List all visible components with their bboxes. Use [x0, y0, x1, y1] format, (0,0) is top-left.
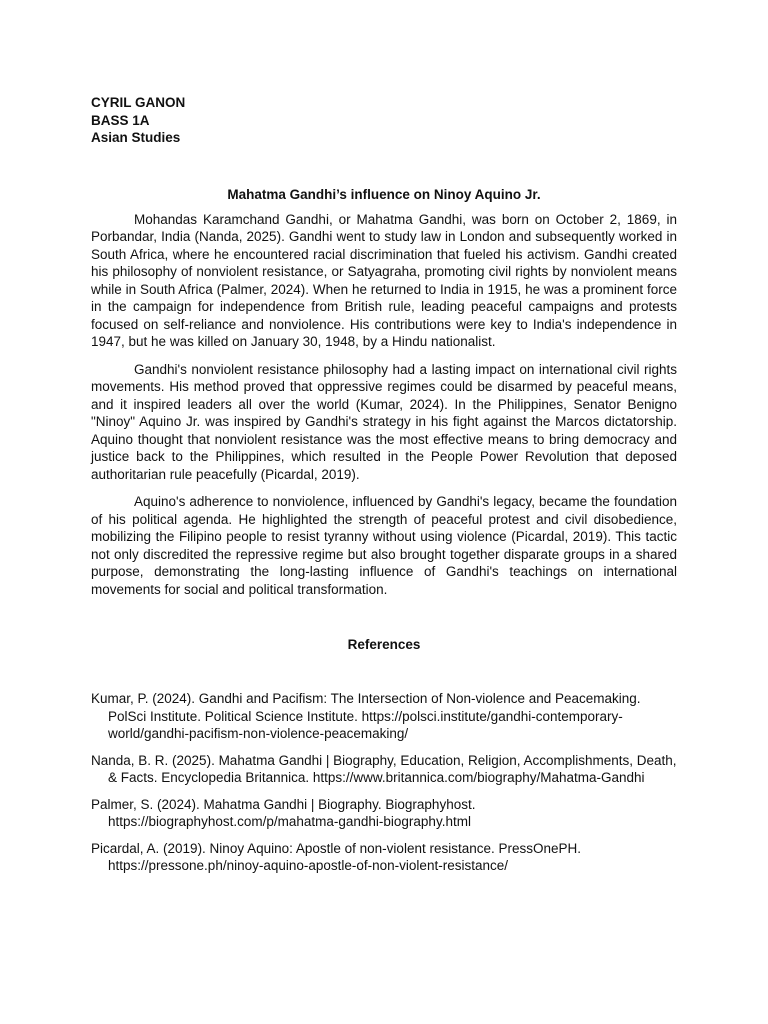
body-paragraph: Mohandas Karamchand Gandhi, or Mahatma Gandhi, was born on October 2, 1869, in Porbandar, India (Nanda, 2025). Gandhi went to study law in London and subsequently worked in South Africa, where he encountered racial discrimination that fueled his activism. Gandhi created his philosophy of nonviolent resistance, or Satyagraha, promoting civil rights by nonviolent means while in South Africa (Palmer, 2024). When he returned to India in 1915, he was a prominent force in the campaign for independence from British rule, leading peaceful campaigns and protests focused on self-reliance and nonviolence. His contributions were key to India's independence in 1947, but he was killed on January 30, 1948, by a Hindu nationalist.	[91, 211, 677, 349]
body-paragraph: Aquino's adherence to nonviolence, influenced by Gandhi's legacy, became the foundation of his political agenda. He highlighted the strength of peaceful protest and civil disobedience, mobilizing the Filipino people to resist tyranny without using violence (Picardal, 2019). This tactic not only discredited the repressive regime but also brought together disparate groups in a shared purpose, demonstrating the long-lasting influence of Gandhi's teachings on international movements for social and political transformation.	[91, 494, 677, 597]
header-block	[91, 94, 677, 147]
course-name: Asian Studies	[91, 130, 181, 145]
reference-item: Kumar, P. (2024). Gandhi and Pacifism: The Intersection of Non-violence and Peacemaking. PolSci Institute. Political Science Institute. https://polsci.institute/gandhi-contemporary-world/gandhi-pacifism-non-violence-peacemaking/	[91, 691, 641, 741]
body-paragraph: Gandhi's nonviolent resistance philosophy had a lasting impact on international civil rights movements. His method proved that oppressive regimes could be disarmed by peaceful means, and it inspired leaders all over the world (Kumar, 2024). In the Philippines, Senator Benigno "Ninoy" Aquino Jr. was inspired by Gandhi's strategy in his fight against the Marcos dictatorship. Aquino thought that nonviolent resistance was the most effective means to bring democracy and justice back to the Philippines, which resulted in the People Power Revolution that deposed authoritarian rule peacefully (Picardal, 2019).	[91, 361, 677, 482]
essay-body	[91, 211, 677, 599]
essay-title: Mahatma Gandhi’s influence on Ninoy Aquino Jr.	[227, 186, 541, 202]
references-heading: References	[347, 637, 421, 652]
reference-item: Nanda, B. R. (2025). Mahatma Gandhi | Biography, Education, Religion, Accomplishments, Death, & Facts. Encyclopedia Britannica. https://www.britannica.com/biography/Mahatma-Gandhi	[91, 752, 677, 785]
references-list	[91, 690, 677, 875]
reference-item: Palmer, S. (2024). Mahatma Gandhi | Biography. Biographyhost. https://biographyhost.com/p/mahatma-gandhi-biography.html	[91, 796, 476, 829]
author-name: CYRIL GANON	[91, 95, 186, 110]
class-section: BASS 1A	[91, 112, 150, 128]
reference-item: Picardal, A. (2019). Ninoy Aquino: Apostle of non-violent resistance. PressOnePH. https://pressone.ph/ninoy-aquino-apostle-of-non-violent-resistance/	[91, 840, 582, 873]
